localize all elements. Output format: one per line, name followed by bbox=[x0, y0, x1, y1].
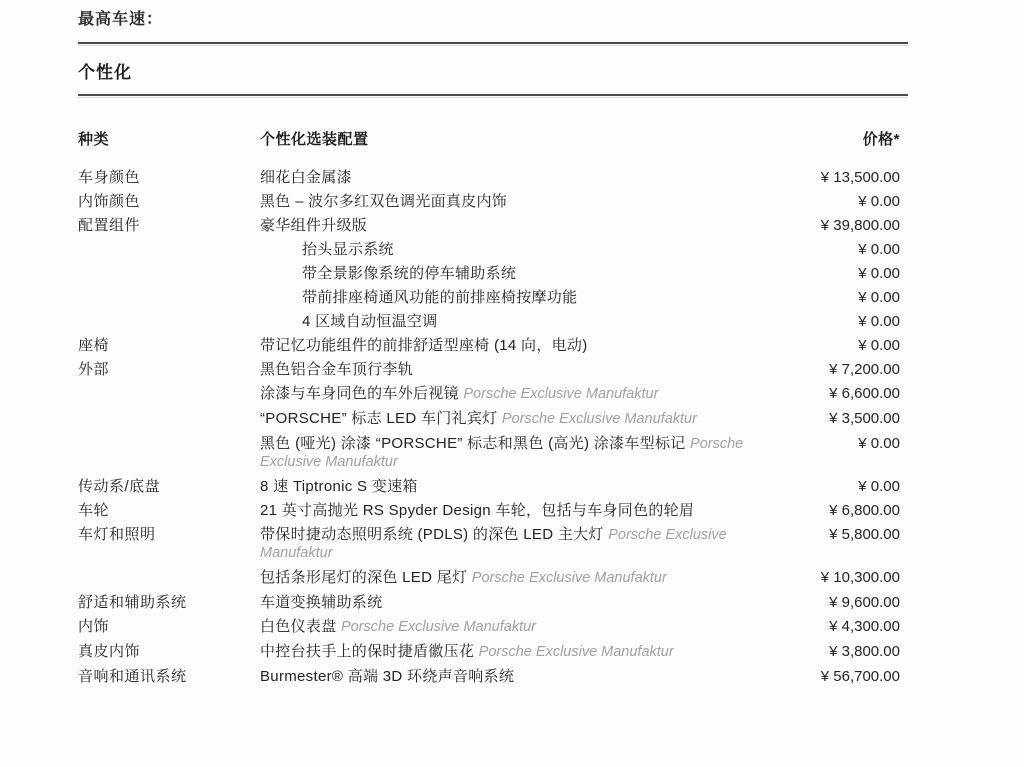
price-cell: ¥ 13,500.00 bbox=[820, 168, 900, 186]
price-cell: ¥ 3,500.00 bbox=[829, 409, 900, 427]
header-price: 价格* bbox=[862, 131, 900, 148]
price-cell: ¥ 0.00 bbox=[858, 288, 900, 306]
description-cell bbox=[260, 217, 765, 234]
description-cell bbox=[260, 594, 765, 611]
category-cell: 传动系/底盘 bbox=[78, 477, 161, 495]
table-row bbox=[78, 261, 900, 285]
price-cell: ¥ 3,800.00 bbox=[829, 642, 900, 660]
description-cell bbox=[260, 361, 765, 378]
description-cell bbox=[260, 502, 765, 519]
price-cell: ¥ 39,800.00 bbox=[820, 216, 900, 234]
price-cell: ¥ 0.00 bbox=[858, 434, 900, 452]
table-row bbox=[78, 237, 900, 261]
option-description: 带前排座椅通风功能的前排座椅按摩功能 bbox=[302, 288, 578, 306]
description-cell bbox=[260, 169, 765, 186]
header-category: 种类 bbox=[78, 131, 110, 148]
header-configuration: 个性化选装配置 bbox=[260, 131, 369, 148]
option-description: 4 区域自动恒温空调 bbox=[302, 312, 438, 330]
option-description: 黑色 – 波尔多红双色调光面真皮内饰 bbox=[260, 192, 508, 210]
section-divider-top bbox=[78, 42, 908, 46]
section-divider-bottom bbox=[78, 94, 908, 98]
category-cell: 内饰 bbox=[78, 617, 110, 635]
price-cell: ¥ 5,800.00 bbox=[829, 525, 900, 543]
option-description: 白色仪表盘 bbox=[260, 617, 337, 635]
table-row bbox=[78, 406, 900, 431]
description-cell bbox=[260, 478, 765, 495]
description-cell bbox=[260, 385, 765, 403]
price-cell: ¥ 0.00 bbox=[858, 192, 900, 210]
table-row bbox=[78, 664, 900, 688]
table-row bbox=[78, 614, 900, 639]
exclusive-manufaktur-badge: Porsche Exclusive Manufaktur bbox=[478, 643, 674, 660]
table-row bbox=[78, 639, 900, 664]
price-cell: ¥ 6,800.00 bbox=[829, 501, 900, 519]
option-description: 豪华组件升级版 bbox=[260, 216, 368, 234]
price-cell: ¥ 0.00 bbox=[858, 477, 900, 495]
price-cell: ¥ 0.00 bbox=[858, 240, 900, 258]
table-rows bbox=[78, 165, 900, 688]
table-row bbox=[78, 474, 900, 498]
table-row bbox=[78, 381, 900, 406]
category-cell: 车身颜色 bbox=[78, 168, 141, 186]
option-description: Burmester® 高端 3D 环绕声音响系统 bbox=[260, 667, 515, 685]
exclusive-manufaktur-badge: Porsche Exclusive Manufaktur bbox=[340, 618, 537, 635]
description-cell bbox=[260, 265, 765, 282]
price-cell: ¥ 0.00 bbox=[858, 336, 900, 354]
category-cell: 配置组件 bbox=[78, 216, 141, 234]
option-description: 带记忆功能组件的前排舒适型座椅 (14 向，电动) bbox=[260, 336, 588, 354]
price-cell: ¥ 0.00 bbox=[858, 264, 900, 282]
price-cell: ¥ 6,600.00 bbox=[829, 384, 900, 402]
description-cell bbox=[260, 313, 765, 330]
table-row bbox=[78, 189, 900, 213]
table-row bbox=[78, 357, 900, 381]
table-header bbox=[78, 128, 900, 149]
table-row bbox=[78, 165, 900, 189]
category-cell: 音响和通讯系统 bbox=[78, 667, 187, 685]
price-cell: ¥ 9,600.00 bbox=[829, 593, 900, 611]
description-cell bbox=[260, 618, 765, 636]
table-row bbox=[78, 309, 900, 333]
table-row bbox=[78, 285, 900, 309]
option-description: 细花白金属漆 bbox=[260, 168, 352, 186]
option-description: 21 英寸高抛光 RS Spyder Design 车轮，包括与车身同色的轮眉 bbox=[260, 501, 695, 519]
table-row bbox=[78, 590, 900, 614]
category-cell: 外部 bbox=[78, 360, 110, 378]
option-description: “PORSCHE” 标志 LED 车门礼宾灯 bbox=[260, 409, 498, 427]
category-cell: 车灯和照明 bbox=[78, 525, 156, 543]
description-cell bbox=[260, 526, 765, 562]
option-description: 带全景影像系统的停车辅助系统 bbox=[302, 264, 517, 282]
exclusive-manufaktur-badge: Porsche Exclusive Manufaktur bbox=[260, 526, 727, 561]
top-label: 最高车速： bbox=[78, 11, 164, 28]
exclusive-manufaktur-badge: Porsche Exclusive Manufaktur bbox=[463, 385, 659, 402]
option-description: 涂漆与车身同色的车外后视镜 bbox=[260, 384, 459, 402]
table-row bbox=[78, 498, 900, 522]
option-description: 包括条形尾灯的深色 LED 尾灯 bbox=[260, 568, 468, 586]
price-cell: ¥ 56,700.00 bbox=[820, 667, 900, 685]
exclusive-manufaktur-badge: Porsche Exclusive Manufaktur bbox=[501, 410, 697, 427]
exclusive-manufaktur-badge: Porsche Exclusive Manufaktur bbox=[471, 569, 667, 586]
option-description: 黑色铝合金车顶行李轨 bbox=[260, 360, 414, 378]
option-description: 中控台扶手上的保时捷盾徽压花 bbox=[260, 642, 475, 660]
option-description: 带保时捷动态照明系统 (PDLS) 的深色 LED 主大灯 bbox=[260, 525, 604, 543]
description-cell bbox=[260, 643, 765, 661]
price-cell: ¥ 10,300.00 bbox=[820, 568, 900, 586]
options-table bbox=[78, 128, 900, 688]
table-row bbox=[78, 522, 900, 565]
description-cell bbox=[260, 435, 765, 471]
exclusive-manufaktur-badge: Porsche Exclusive Manufaktur bbox=[260, 435, 744, 470]
category-cell: 车轮 bbox=[78, 501, 110, 519]
description-cell bbox=[260, 193, 765, 210]
category-cell: 真皮内饰 bbox=[78, 642, 141, 660]
category-cell: 座椅 bbox=[78, 336, 110, 354]
table-row bbox=[78, 431, 900, 474]
option-description: 8 速 Tiptronic S 变速箱 bbox=[260, 477, 418, 495]
category-cell: 内饰颜色 bbox=[78, 192, 141, 210]
table-row bbox=[78, 333, 900, 357]
description-cell bbox=[260, 410, 765, 428]
section-title: 个性化 bbox=[78, 63, 132, 82]
price-cell: ¥ 7,200.00 bbox=[829, 360, 900, 378]
option-description: 黑色 (哑光) 涂漆 “PORSCHE” 标志和黑色 (高光) 涂漆车型标记 bbox=[260, 434, 686, 452]
category-cell: 舒适和辅助系统 bbox=[78, 593, 187, 611]
table-row bbox=[78, 565, 900, 590]
option-description: 抬头显示系统 bbox=[302, 240, 394, 258]
price-cell: ¥ 4,300.00 bbox=[829, 617, 900, 635]
description-cell bbox=[260, 241, 765, 258]
description-cell bbox=[260, 569, 765, 587]
option-description: 车道变换辅助系统 bbox=[260, 593, 383, 611]
description-cell bbox=[260, 337, 765, 354]
description-cell bbox=[260, 668, 765, 685]
table-row bbox=[78, 213, 900, 237]
description-cell bbox=[260, 289, 765, 306]
price-cell: ¥ 0.00 bbox=[858, 312, 900, 330]
